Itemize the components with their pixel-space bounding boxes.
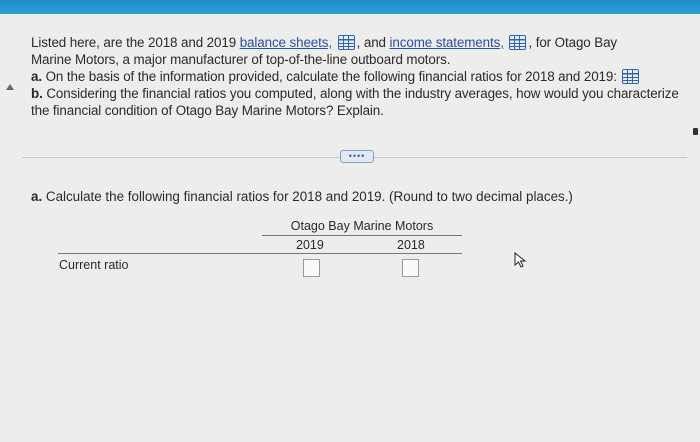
balance-sheets-table-icon[interactable] (338, 35, 355, 50)
ratios-table-icon[interactable] (622, 69, 639, 84)
company-column-header: Otago Bay Marine Motors (290, 219, 434, 233)
question-line-2: Marine Motors, a major manufacturer of top-of-the-line outboard motors. (31, 52, 451, 67)
income-statements-table-icon[interactable] (509, 35, 526, 50)
current-ratio-label: Current ratio (59, 258, 129, 272)
scroll-thumb[interactable] (693, 128, 698, 135)
current-ratio-2019-input[interactable] (303, 259, 320, 277)
scroll-up-arrow-icon[interactable] (6, 84, 14, 90)
year-header-2018: 2018 (397, 238, 425, 252)
question-part-b: b. Considering the financial ratios you computed, along with the industry averages, how would you characterize (31, 86, 679, 101)
year-header-2019: 2019 (296, 238, 324, 252)
question-line-5: the financial condition of Otago Bay Marine Motors? Explain. (31, 103, 384, 118)
question-part-a: a. On the basis of the information provided, calculate the following financial ratios for 2018 and 2019: (31, 68, 691, 85)
mouse-pointer-icon (514, 252, 528, 268)
income-statements-link[interactable]: income statements, (389, 35, 504, 50)
current-ratio-2018-input[interactable] (402, 259, 419, 277)
top-bar (0, 0, 700, 14)
question-line-1: Listed here, are the 2018 and 2019 balance sheets, , and income statements, , for Otago Bay (31, 35, 618, 50)
question-text (31, 34, 691, 119)
table-header-rule (58, 253, 462, 254)
part-a-heading: a. Calculate the following financial ratios for 2018 and 2019. (Round to two decimal places.) (31, 189, 573, 204)
group-header-rule (262, 235, 462, 236)
expand-more-button[interactable]: •••• (340, 150, 374, 163)
balance-sheets-link[interactable]: balance sheets, (239, 35, 332, 50)
section-divider (22, 150, 687, 166)
